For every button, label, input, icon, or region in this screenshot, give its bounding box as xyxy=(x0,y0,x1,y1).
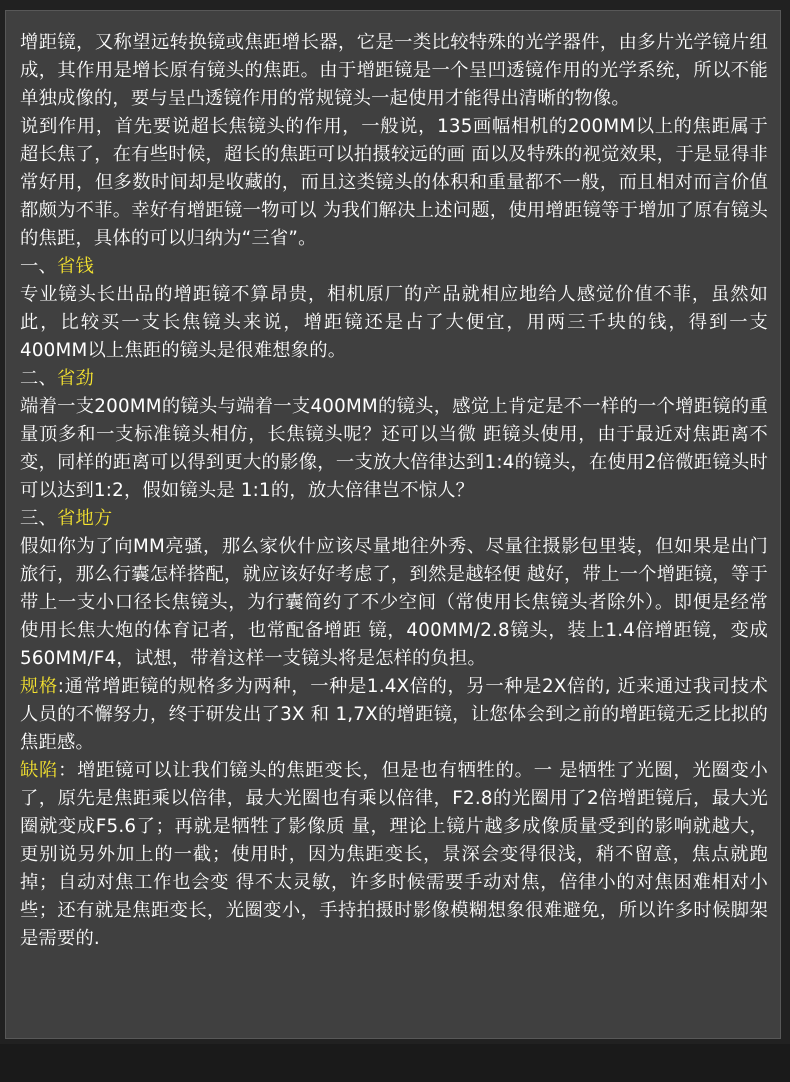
section-number: 二、 xyxy=(20,368,57,389)
section-body-save-space: 假如你为了向MM亮骚，那么家伙什应该尽量地往外秀、尽量往摄影包里装，但如果是出门旅行，那么行囊怎样搭配，就应该好好考虑了，到然是越轻便 越好，带上一个增距镜，等于带上一支小口径长焦镜头，为行囊简约了不少空间（常使用长焦镜头者除外）。即便是经常使用长焦大炮的体育记者，也常配备增距 镜，400MM/2.8镜头，装上1.4倍增距镜，变成560MM/F4，试想，带着这样一支镜头将是怎样的负担。 xyxy=(20,536,768,669)
spec-label: 规格 xyxy=(20,676,58,697)
section-title: 省地方 xyxy=(56,508,113,529)
usage-paragraph: 说到作用，首先要说超长焦镜头的作用，一般说，135画幅相机的200MM以上的焦距属于超长焦了，在有些时候，超长的焦距可以拍摄较远的画 面以及特殊的视觉效果，于是显得非常好用，但多数时间却是收藏的，而且这类镜头的体积和重量都不一般，而且相对而言价值都颇为不菲。幸好有增距镜一物可以 为我们解决上述问题，使用增距镜等于增加了原有镜头的焦距，具体的可以归纳为“三省”。 xyxy=(20,116,768,249)
defect-body: 增距镜可以让我们镜头的焦距变长，但是也有牺牲的。一 是牺牲了光圈，光圈变小了，原先是焦距乘以倍律，最大光圈也有乘以倍律，F2.8的光圈用了2倍增距镜后，最大光圈就变成F5.6了；再就是牺牲了影像质 量，理论上镜片越多成像质量受到的影响就越大，更别说另外加上的一截；使用时，因为焦距变长，景深会变得很浅，稍不留意，焦点就跑掉；自动对焦工作也会变 得不太灵敏，许多时候需要手动对焦，倍律小的对焦困难相对小些；还有就是焦距变长，光圈变小，手持拍摄时影像模糊想象很难避免，所以许多时候脚架是需要的. xyxy=(20,760,769,949)
article-content xyxy=(20,29,768,953)
section-heading-save-space xyxy=(20,505,768,533)
spec-paragraph xyxy=(20,673,768,757)
defect-label: 缺陷 xyxy=(20,760,59,781)
section-body-save-money: 专业镜头长出品的增距镜不算昂贵，相机原厂的产品就相应地给人感觉价值不菲，虽然如此，比较买一支长焦镜头来说，增距镜还是占了大便宜，用两三千块的钱，得到一支400MM以上焦距的镜头是很难想象的。 xyxy=(20,284,768,361)
section-number: 一、 xyxy=(20,256,57,277)
section-heading-save-money xyxy=(20,253,768,281)
intro-paragraph: 增距镜，又称望远转换镜或焦距增长器，它是一类比较特殊的光学器件，由多片光学镜片组成，其作用是增长原有镜头的焦距。由于增距镜是一个呈凹透镜作用的光学系统，所以不能单独成像的，要与呈凸透镜作用的常规镜头一起使用才能得出清晰的物像。 xyxy=(20,32,768,109)
section-number: 三、 xyxy=(20,508,57,529)
defect-paragraph xyxy=(20,757,768,953)
section-title: 省劲 xyxy=(56,368,94,389)
article-panel xyxy=(5,10,781,1039)
section-heading-save-effort xyxy=(20,365,768,393)
defect-separator: ： xyxy=(58,760,78,781)
spec-separator: : xyxy=(57,676,65,697)
section-body-save-effort: 端着一支200MM的镜头与端着一支400MM的镜头，感觉上肯定是不一样的一个增距镜的重量顶多和一支标准镜头相仿，长焦镜头呢？还可以当微 距镜头使用，由于最近对焦距离不变，同样的距离可以得到更大的影像，一支放大倍律达到1:4的镜头，在使用2倍微距镜头时可以达到1:2，假如镜头是 1:1的，放大倍律岂不惊人？ xyxy=(20,396,768,501)
bottom-band xyxy=(0,1044,790,1082)
spec-body: 通常增距镜的规格多为两种，一种是1.4X倍的，另一种是2X倍的, 近来通过我司技术人员的不懈努力，终于研发出了3X 和 1,7X的增距镜，让您体会到之前的增距镜无乏比拟的焦距感。 xyxy=(20,676,768,753)
section-title: 省钱 xyxy=(56,256,94,277)
